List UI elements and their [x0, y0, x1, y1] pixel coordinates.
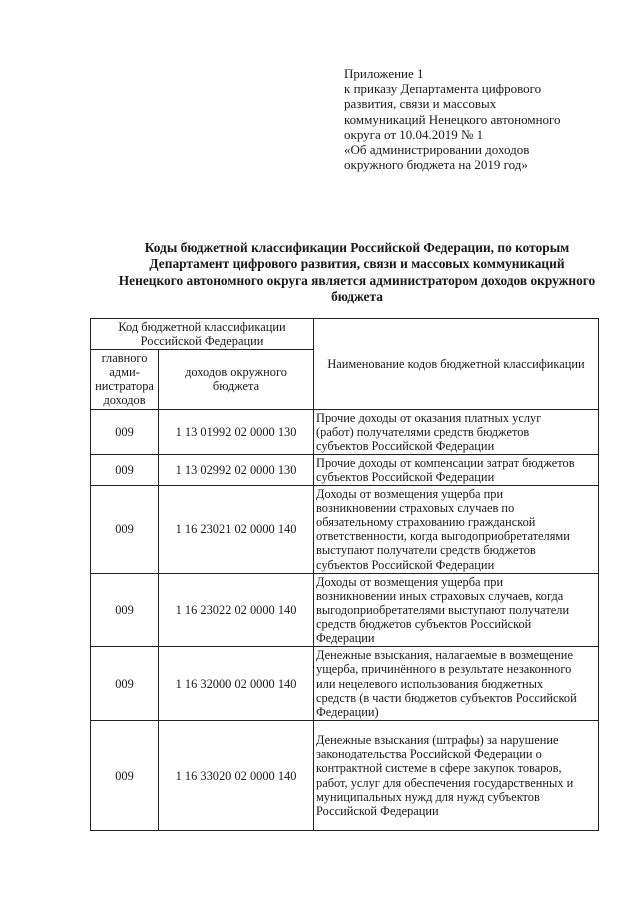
admin-code-cell: 009	[91, 486, 159, 574]
admin-code-cell: 009	[91, 573, 159, 646]
code-name-cell	[314, 721, 599, 831]
appendix-block	[344, 66, 614, 172]
code-name-line: Денежные взыскания (штрафы) за нарушение	[316, 733, 559, 748]
header-admin-line: адми-	[109, 365, 140, 380]
code-name-line: субъектов Российской Федерации	[316, 557, 495, 572]
header-admin-cell	[91, 350, 159, 409]
code-name-line: Прочие доходы от компенсации затрат бюджетов	[316, 455, 575, 470]
table-row	[91, 573, 599, 646]
header-code-cell	[159, 350, 314, 409]
code-name-line: средств бюджетов субъектов Российской	[316, 616, 532, 631]
code-name-line: муниципальных нужд для нужд субъектов	[316, 789, 540, 804]
title-line: Ненецкого автономного округа является администратором доходов окружного	[118, 272, 596, 288]
appendix-line: развития, связи и массовых	[344, 96, 497, 112]
appendix-line: окружного бюджета на 2019 год»	[344, 157, 528, 173]
code-name-line: работ, услуг для обеспечения государственных и	[316, 775, 574, 790]
table-row	[91, 721, 599, 831]
title-line: Департамент цифрового развития, связи и массовых коммуникаций	[149, 256, 565, 272]
appendix-line: Приложение 1	[344, 66, 424, 81]
budget-code-cell: 1 13 02992 02 0000 130	[159, 454, 314, 485]
admin-code-cell: 009	[91, 721, 159, 831]
header-code-line: доходов окружного	[185, 365, 287, 380]
budget-codes-table	[90, 318, 599, 831]
code-name-line: Российской Федерации	[316, 803, 439, 818]
table-row	[91, 454, 599, 485]
table-row	[91, 409, 599, 454]
budget-code-cell: 1 13 01992 02 0000 130	[159, 409, 314, 454]
title-line: Коды бюджетной классификации Российской Федерации, по которым	[144, 240, 570, 255]
code-name-cell	[314, 573, 599, 646]
header-admin-line: доходов	[103, 393, 146, 408]
appendix-line: коммуникаций Ненецкого автономного	[344, 111, 561, 127]
admin-code-cell: 009	[91, 454, 159, 485]
code-name-cell	[314, 409, 599, 454]
code-name-line: субъектов Российской Федерации	[316, 438, 495, 453]
appendix-line: «Об администрировании доходов	[344, 142, 530, 158]
code-name-line: выгодоприобретателями выступают получатели	[316, 602, 570, 617]
budget-code-cell: 1 16 33020 02 0000 140	[159, 721, 314, 831]
code-name-line: обязательному страхованию гражданской	[316, 515, 536, 530]
code-name-line: выступают получатели средств бюджетов	[316, 543, 536, 558]
code-name-line: средств (в части бюджетов субъектов Российской	[316, 690, 577, 705]
code-name-line: Доходы от возмещения ущерба при	[316, 574, 504, 589]
code-name-line: возникновении иных страховых случаев, когда	[316, 588, 564, 603]
admin-code-cell: 009	[91, 647, 159, 721]
title-line: бюджета	[331, 289, 383, 305]
code-name-line: (работ) получателями средств бюджетов	[316, 424, 530, 439]
budget-code-cell: 1 16 23022 02 0000 140	[159, 573, 314, 646]
code-name-line: Прочие доходы от оказания платных услуг	[316, 410, 542, 425]
code-name-line: возникновении страховых случаев по	[316, 501, 515, 516]
header-admin-line: нистратора	[95, 379, 154, 394]
code-name-line: субъектов Российской Федерации	[316, 469, 495, 484]
header-name-text: Наименование кодов бюджетной классификации	[327, 356, 585, 371]
code-name-line: Денежные взыскания, налагаемые в возмещение	[316, 648, 573, 663]
code-name-line: контрактной системе в сфере закупок товаров,	[316, 761, 562, 776]
table-row	[91, 486, 599, 574]
header-name-cell	[314, 319, 599, 410]
header-group-line: Код бюджетной классификации	[118, 320, 286, 334]
budget-code-cell: 1 16 23021 02 0000 140	[159, 486, 314, 574]
header-group-cell	[91, 319, 314, 350]
code-name-line: ответственности, когда выгодоприобретателями	[316, 529, 570, 544]
appendix-line: к приказу Департамента цифрового	[344, 81, 542, 97]
table-row	[91, 647, 599, 721]
code-name-line: ущерба, причинённого в результате незаконного	[316, 662, 572, 677]
code-name-line: законодательства Российской Федерации о	[316, 747, 542, 762]
header-admin-line: главного	[101, 351, 148, 366]
code-name-cell	[314, 454, 599, 485]
table-header-row	[91, 319, 599, 350]
code-name-line: Федерации)	[316, 704, 379, 719]
document-title	[112, 240, 602, 306]
code-name-line: Федерации	[316, 630, 375, 645]
code-name-cell	[314, 486, 599, 574]
code-name-cell	[314, 647, 599, 721]
code-name-line: Доходы от возмещения ущерба при	[316, 487, 504, 502]
code-name-line: или нецелевого использования бюджетных	[316, 676, 544, 691]
header-code-line: бюджета	[212, 379, 260, 394]
header-group-line: Российской Федерации	[140, 334, 264, 349]
appendix-line: округа от 10.04.2019 № 1	[344, 126, 484, 142]
budget-code-cell: 1 16 32000 02 0000 140	[159, 647, 314, 721]
admin-code-cell: 009	[91, 409, 159, 454]
